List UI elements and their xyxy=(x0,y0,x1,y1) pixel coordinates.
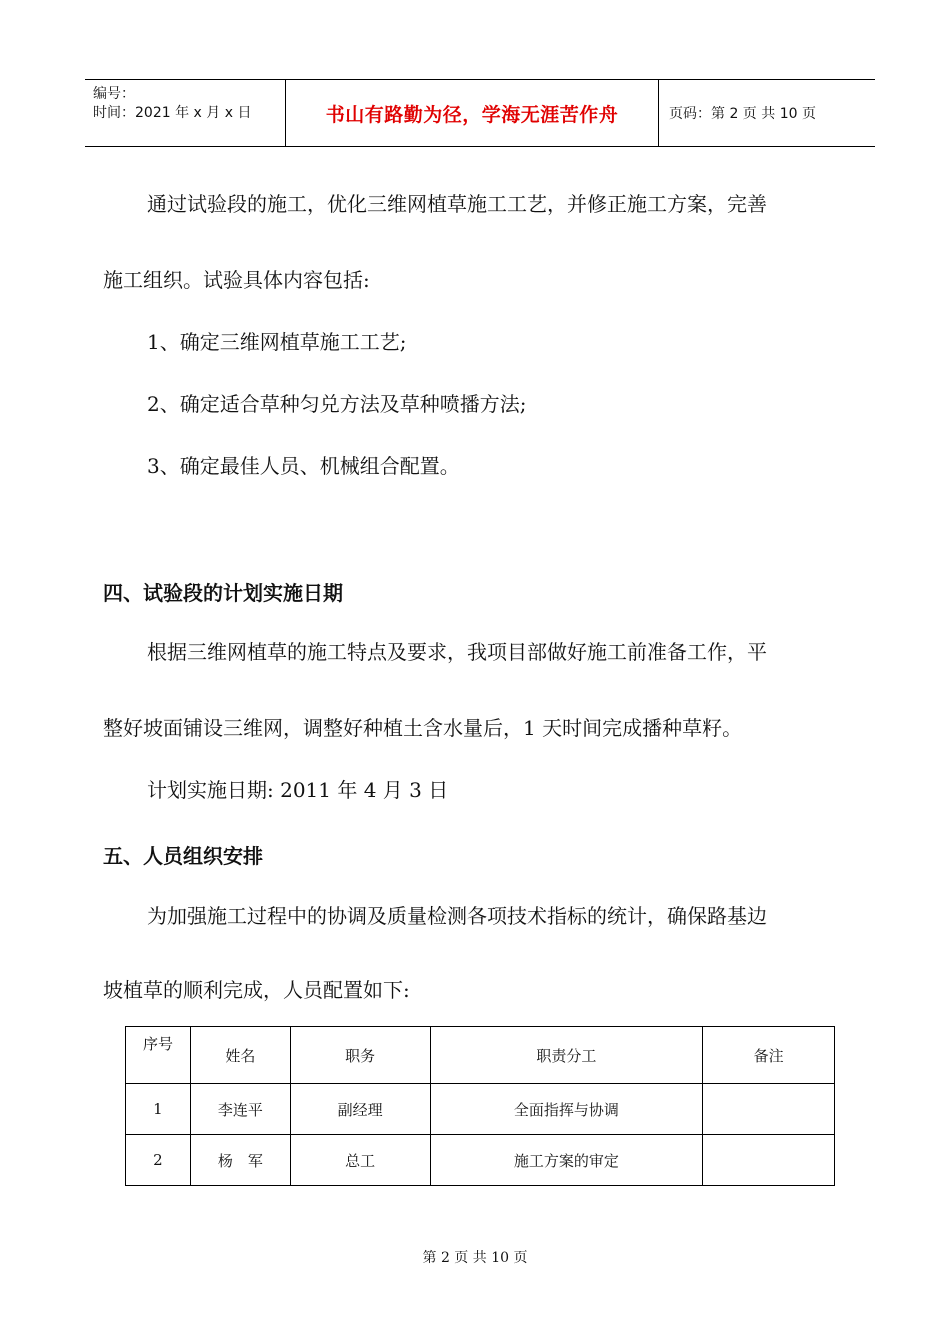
paragraph-line: 整好坡面铺设三维网，调整好种植土含水量后，1 天时间完成播种草籽。 xyxy=(103,716,743,740)
paragraph-line: 通过试验段的施工，优化三维网植草施工工艺，并修正施工方案，完善 xyxy=(147,192,767,216)
section-heading: 四、试验段的计划实施日期 xyxy=(103,581,343,605)
section-heading: 五、人员组织安排 xyxy=(103,844,263,868)
header-divider xyxy=(658,80,659,146)
column-header: 职责分工 xyxy=(430,1027,703,1084)
staff-table xyxy=(125,1026,835,1186)
paragraph-line: 根据三维网植草的施工特点及要求，我项目部做好施工前准备工作，平 xyxy=(147,640,767,664)
page-header xyxy=(85,79,875,147)
table-cell: 1 xyxy=(126,1084,191,1135)
table-cell: 副经理 xyxy=(290,1084,430,1135)
table-row xyxy=(126,1135,835,1186)
table-cell xyxy=(703,1084,835,1135)
table-cell: 杨 军 xyxy=(190,1135,290,1186)
column-header: 姓名 xyxy=(190,1027,290,1084)
paragraph-line: 施工组织。试验具体内容包括: xyxy=(103,268,370,292)
header-motto: 书山有路勤为径，学海无涯苦作舟 xyxy=(325,103,619,126)
table-cell: 李连平 xyxy=(190,1084,290,1135)
list-item: 2、确定适合草种匀兑方法及草种喷播方法; xyxy=(147,392,527,416)
column-header: 序号 xyxy=(126,1027,191,1084)
column-header: 职务 xyxy=(290,1027,430,1084)
table-cell xyxy=(703,1135,835,1186)
column-header: 备注 xyxy=(703,1027,835,1084)
header-page-number: 页码：第 2 页 共 10 页 xyxy=(669,106,816,122)
list-item: 1、确定三维网植草施工工艺; xyxy=(147,330,407,354)
document-number-label: 编号： xyxy=(93,86,135,102)
document-time-label: 时间：2021 年 x 月 x 日 xyxy=(93,105,252,121)
list-item: 3、确定最佳人员、机械组合配置。 xyxy=(147,454,460,478)
table-cell: 2 xyxy=(126,1135,191,1186)
table-cell: 施工方案的审定 xyxy=(430,1135,703,1186)
plan-date: 计划实施日期: 2011 年 4 月 3 日 xyxy=(147,778,449,802)
page-footer: 第 2 页 共 10 页 xyxy=(422,1250,528,1266)
table-cell: 全面指挥与协调 xyxy=(430,1084,703,1135)
header-meta xyxy=(93,85,283,123)
table-header-row xyxy=(126,1027,835,1084)
table-cell: 总工 xyxy=(290,1135,430,1186)
paragraph-line: 为加强施工过程中的协调及质量检测各项技术指标的统计，确保路基边 xyxy=(147,904,767,928)
paragraph-line: 坡植草的顺利完成，人员配置如下: xyxy=(103,978,410,1002)
table-row xyxy=(126,1084,835,1135)
